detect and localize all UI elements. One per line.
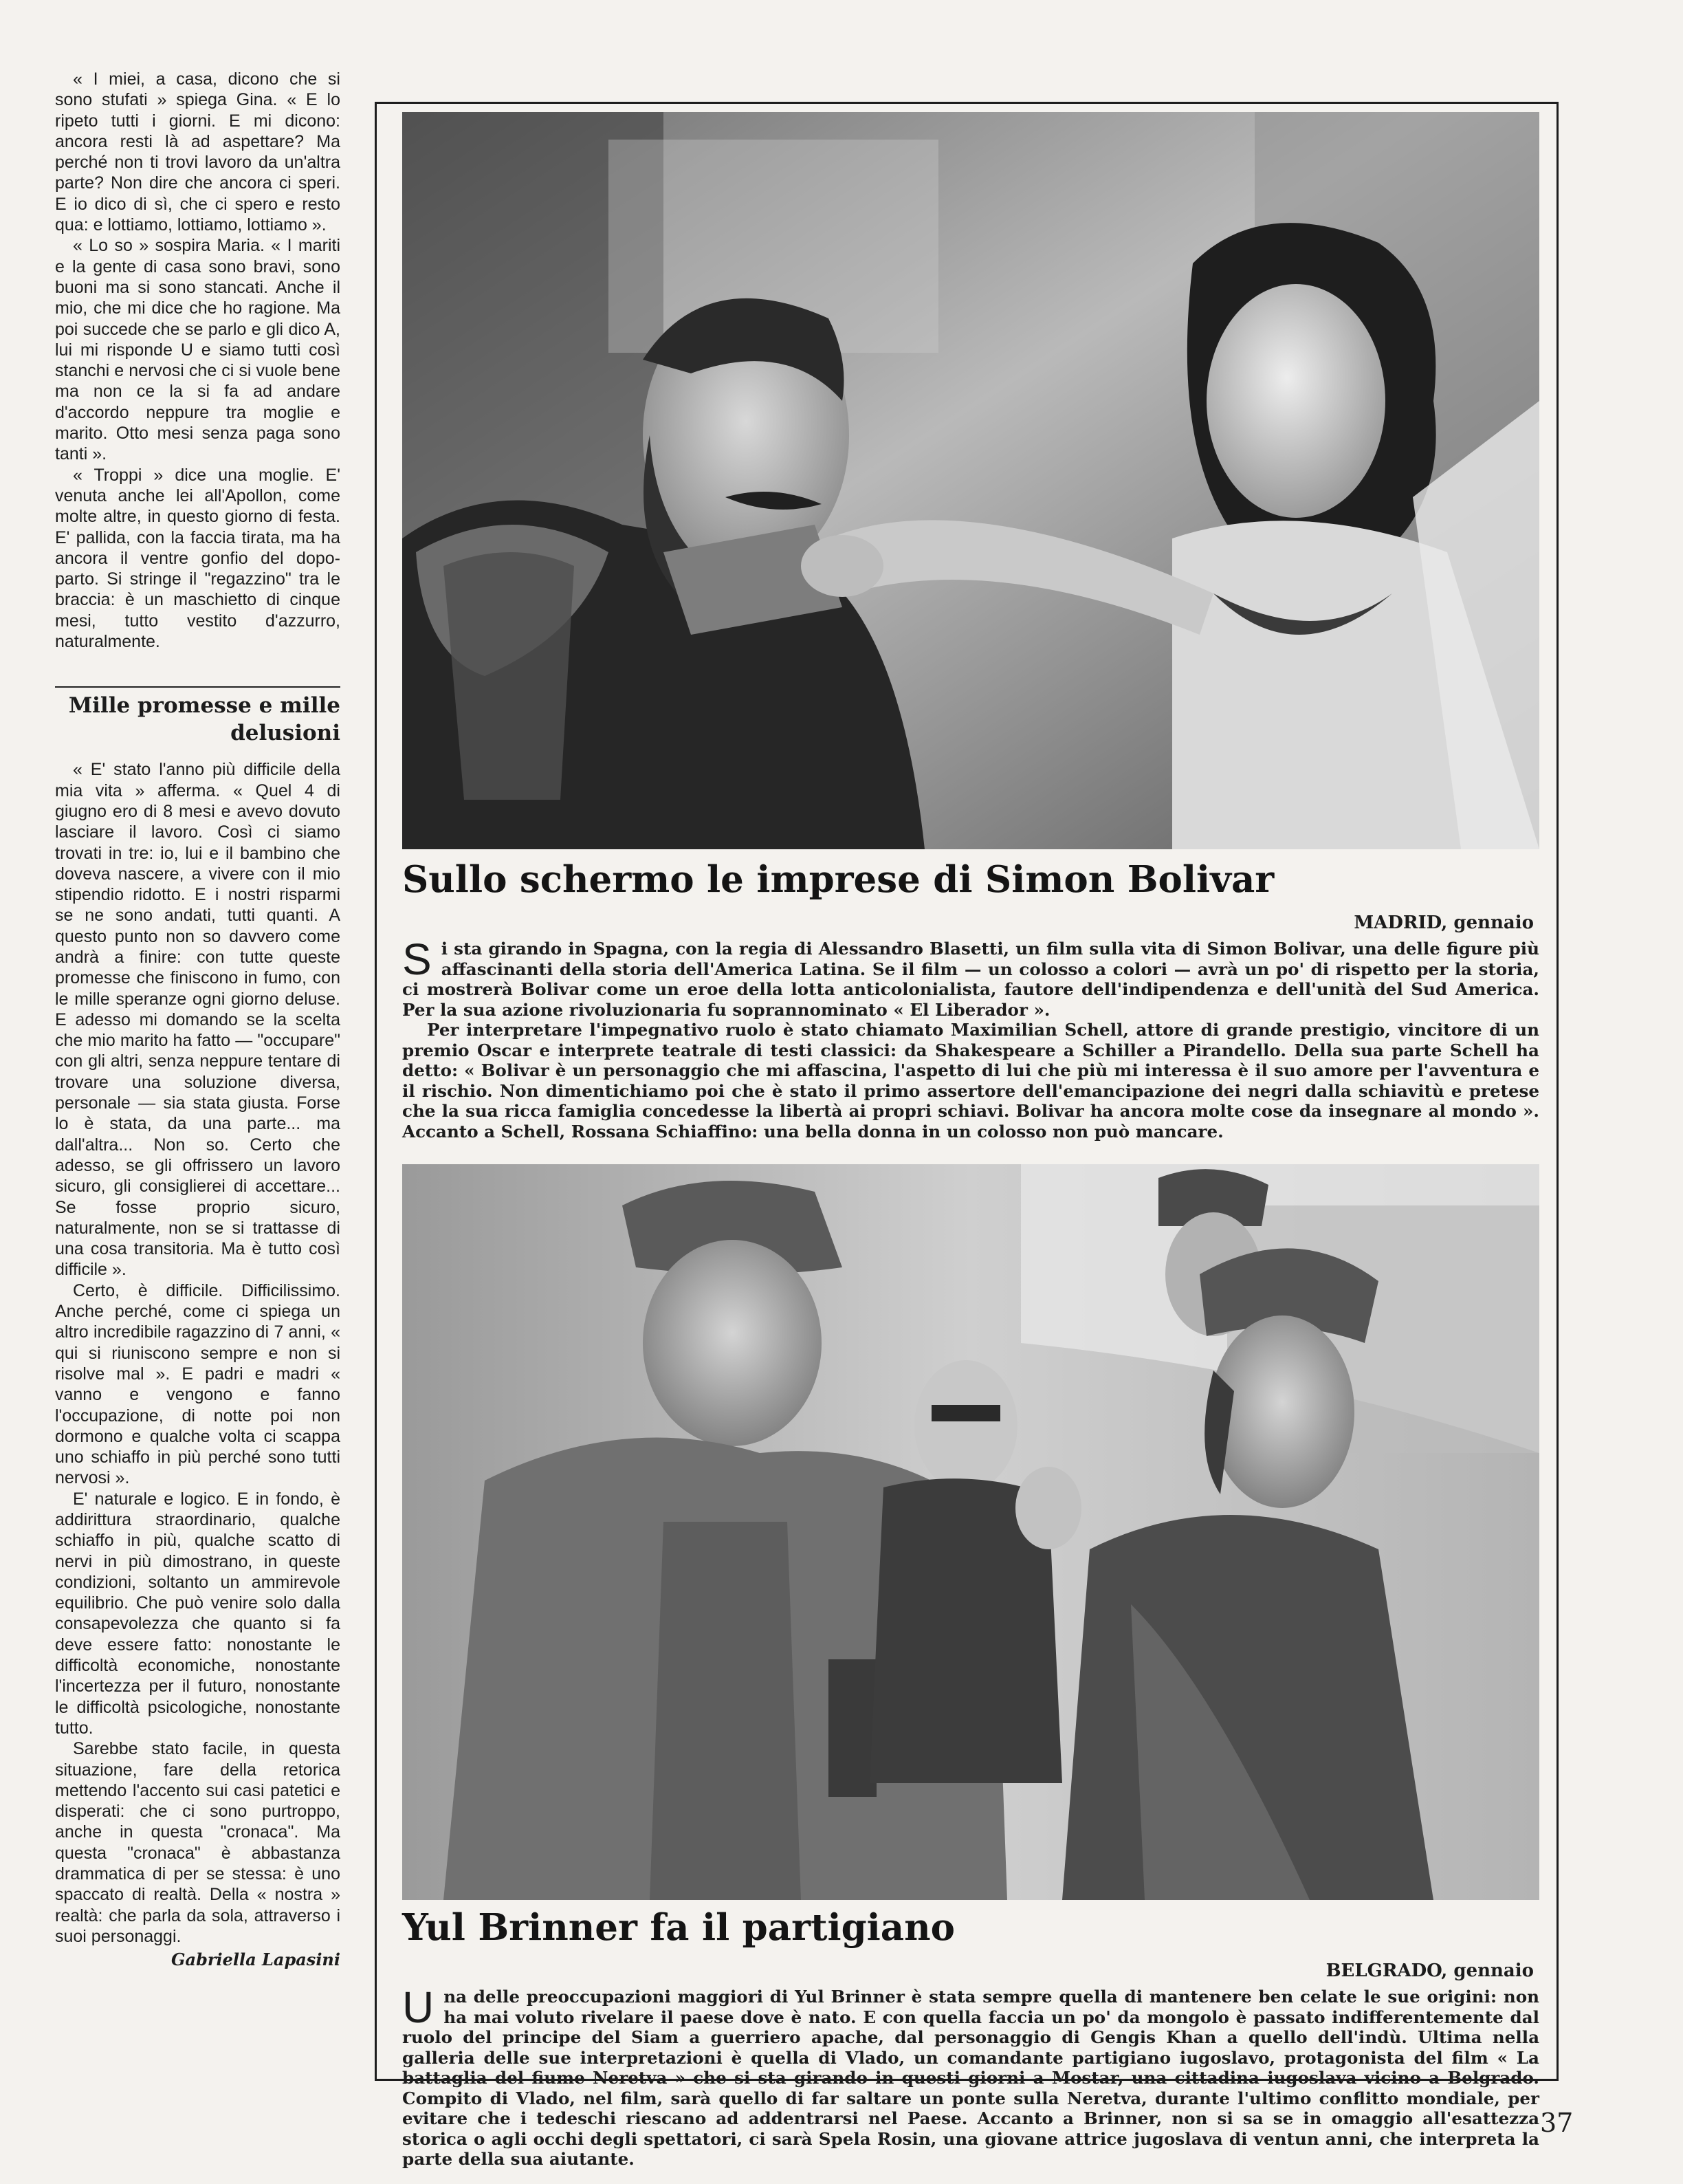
dateline-madrid: MADRID, gennaio <box>1354 913 1534 933</box>
left-column <box>55 69 340 1969</box>
paragraph: « Troppi » dice una moglie. E' venuta anche lei all'Apollon, come molte altre, in questo giorno di festa. E' pallida, con la faccia tirata, ma ha ancora il ventre gonfio del dopo-parto. Si stringe il "regazzino" tra le braccia: è un maschietto di cinque mesi, tutto vestito d'azzurro, naturalmente. <box>55 465 340 652</box>
paragraph: Sarebbe stato facile, in questa situazione, fare della retorica mettendo l'accento sui casi patetici e disperati: che ci sono purtroppo, anche in questa "cronaca". Ma questa "cronaca" è abbastanza drammatica di per se stessa: è uno spaccato di realtà. Della « nostra » realtà: che parla da sola, attraverso i suoi personaggi. <box>55 1739 340 1946</box>
photo-bolivar-graphic <box>402 112 1539 849</box>
article-title-brinner: Yul Brinner fa il partigiano <box>402 1906 956 1949</box>
left-column-continuation <box>55 759 340 1947</box>
drop-cap: S <box>402 935 432 984</box>
article-lead-text: na delle preoccupazioni maggiori di Yul Brinner è stata sempre quella di mantenere ben celate le sue origini: non ha mai voluto rivelare il paese dove è nato. E con quella faccia un po' da mongolo è passato indifferentemente dal ruolo del principe del Siam a guerriero apache, dal personaggio di Gengis Khan a quello dell'indù. Ultima nella galleria delle sue interpretazioni è quella di Vlado, un comandante partigiano iugoslavo, protagonista del film « La battaglia del fiume Neretva » che si sta girando in questi giorni a Mostar, una cittadina iugoslava vicino a Belgrado. Compito di Vlado, nel film, sarà quello di far saltare un ponte sulla Neretva, durante l'ultimo conflitto mondiale, per evitare che i tedeschi riescano ad addentrarsi nel Paese. Accanto a Brinner, non si sa se in omaggio all'esattezza storica o agli occhi degli spettatori, ci sarà Spela Rosin, una giovane attrice jugoslava di ventun anni, che interpreta la parte della sua aiutante. <box>402 1987 1539 2169</box>
section-subhead: Mille promesse e mille delusioni <box>55 686 340 747</box>
paragraph: E' naturale e logico. E in fondo, è addirittura straordinario, qualche schiaffo in più, qualche scatto di nervi in più dimostrano, in queste condizioni, soltanto un ammirevole equilibrio. Che può venire solo dalla consapevolezza che quanto si fa deve essere fatto: nonostante le difficoltà economiche, nonostante l'incertezza per il futuro, nonostante le difficoltà psicologiche, nonostante tutto. <box>55 1489 340 1738</box>
dateline-belgrado: BELGRADO, gennaio <box>1326 1961 1534 1981</box>
paragraph: « E' stato l'anno più difficile della mia vita » afferma. « Quel 4 di giugno ero di 8 mesi e avevo dovuto lasciare il lavoro. Così ci siamo trovati in tre: io, lui e il bambino che doveva nascere, a vivere con il mio stipendio ridotto. E i nostri risparmi se ne sono andati, tutti quanti. A questo punto non so davvero come andrà a finire: con tutte queste promesse che finiscono in fumo, con le mille speranze ogni giorno deluse. E adesso mi domando se la scelta che mio marito ha fatto — "occupare" con gli altri, senza neppure tentare di trovare una soluzione diversa, personale — sia stata giusta. Forse lo è stata, da una parte... ma dall'altra... Non so. Certo che adesso, se gli offrissero un lavoro sicuro, gli consiglierei di accettare... Se fosse proprio sicuro, naturalmente, non se si trattasse di una cosa transitoria. Ma è tutto così difficile ». <box>55 760 340 1280</box>
page-number: 37 <box>1540 2108 1574 2138</box>
left-column-intro <box>55 69 340 652</box>
article-lead-text: i sta girando in Spagna, con la regia di Alessandro Blasetti, un film sulla vita di Simon Bolivar, una delle figure più affascinanti della storia dell'America Latina. Se il film — un colosso a colori — avrà un po' di rispetto per la storia, ci mostrerà Bolivar come un eroe della lotta anticolonialista, fautore dell'indipendenza e dell'unità del Sud America. Per la sua azione rivoluzionaria fu soprannominato « El Liberador ». <box>402 939 1539 1020</box>
drop-cap: U <box>402 1983 434 2032</box>
photo-bolivar-film-scene <box>402 112 1539 849</box>
paragraph: « Lo so » sospira Maria. « I mariti e la gente di casa sono bravi, sono buoni ma si sono stancati. Anche il mio, che mi dice che ho ragione. Ma poi succede che se parlo e gli dico A, lui mi risponde U e siamo tutti così stanchi e nervosi che ci si vuole bene ma non ce la si fa ad andare d'accordo neppure tra moglie e marito. Otto mesi senza paga sono tanti ». <box>55 236 340 464</box>
paragraph: Certo, è difficile. Difficilissimo. Anche perché, come ci spiega un altro incredibile ragazzino di 7 anni, « qui si riuniscono sempre e non si risolve mal ». E padri e madri « vanno e vengono e fanno l'occupazione, di notte poi non dormono e qualche volta ci scappa uno schiaffo in più perché sono tutti nervosi ». <box>55 1280 340 1488</box>
photo-brinner-film-scene <box>402 1164 1539 1900</box>
paragraph: Per interpretare l'impegnativo ruolo è stato chiamato Maximilian Schell, attore di grande prestigio, vincitore di un premio Oscar e interprete teatrale di testi classici: da Shakespeare a Schiller a Pirandello. Della sua parte Schell ha detto: « Bolivar è un personaggio che mi affascina, l'aspetto di lui che più mi interessa è il suo amore per l'avventura e il rischio. Non dimentichiamo poi che è stato il primo assertore dell'emancipazione dei negri dalla schiavitù e pretese che la sua ricca famiglia concedesse la libertà ai propri schiavi. Bolivar ha ancora molte cose da insegnare al mondo ». Accanto a Schell, Rossana Schiaffino: una bella donna in un colosso non può mancare. <box>402 1020 1539 1142</box>
paragraph: « I miei, a casa, dicono che si sono stufati » spiega Gina. « E lo ripeto tutti i giorni. E mi dicono: ancora resti là ad aspettare? Ma perché non ti trovi lavoro da un'altra parte? Non dire che ancora ci speri. E io dico di sì, che ci spero e resto qua: e lottiamo, lottiamo, lottiamo ». <box>55 69 340 235</box>
photo-brinner-graphic <box>402 1164 1539 1900</box>
article-body-bolivar <box>402 935 1539 1142</box>
article-body-brinner <box>402 1983 1539 2170</box>
article-title-bolivar: Sullo schermo le imprese di Simon Bolivar <box>402 858 1275 901</box>
article-lead-paragraph <box>402 1983 1539 2170</box>
byline: Gabriella Lapasini <box>171 1950 340 1970</box>
article-lead-paragraph <box>402 935 1539 1020</box>
